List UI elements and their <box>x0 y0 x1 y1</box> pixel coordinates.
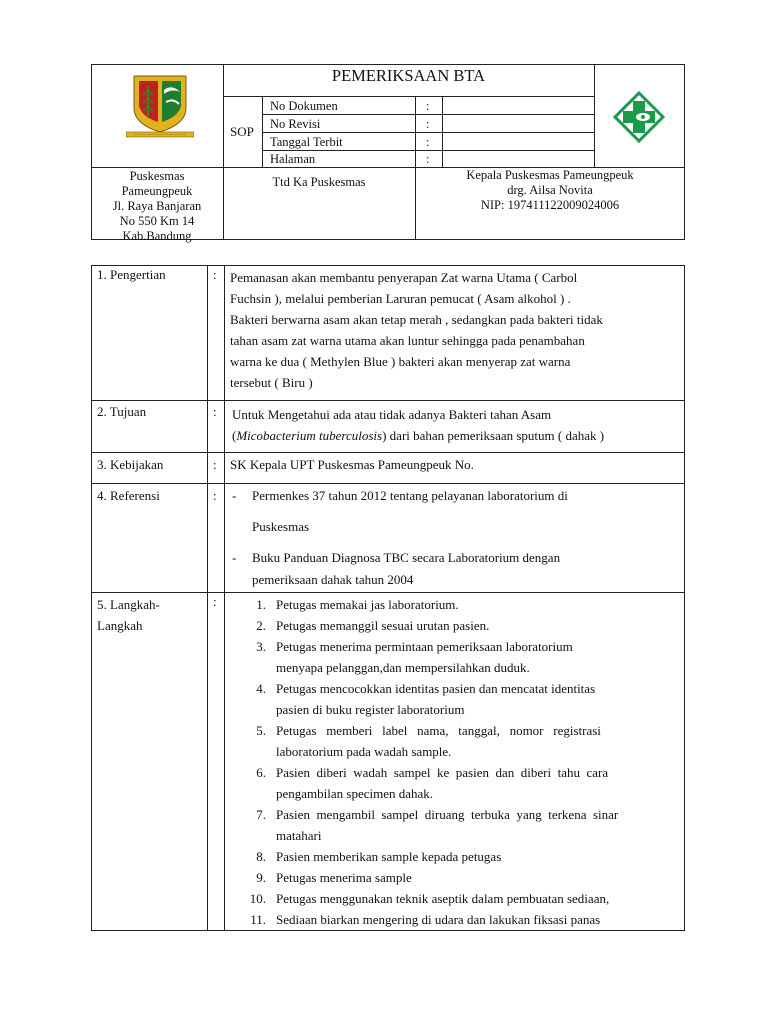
step-item <box>246 846 678 867</box>
step-number: 6. <box>256 765 266 780</box>
ref-line: Puskesmas <box>252 519 310 534</box>
step-line: pengambilan specimen dahak. <box>276 786 434 801</box>
step-item <box>246 615 678 636</box>
kebijakan-text: SK Kepala UPT Puskesmas Pameungpeuk No. <box>230 457 474 472</box>
pengertian-text <box>230 267 603 393</box>
text-line: Fuchsin ), melalui pemberian Laruran pemucat ( Asam alkohol ) . <box>230 291 571 306</box>
row-divider <box>91 483 685 484</box>
head-nip: NIP: 197411122009024006 <box>480 198 620 212</box>
step-number: 1. <box>256 597 266 612</box>
step-number: 4. <box>256 681 266 696</box>
meta-colon: : <box>426 99 430 113</box>
step-item <box>246 720 678 762</box>
ref-dash: - <box>232 550 237 565</box>
step-line: Pasien memberikan sample kepada petugas <box>276 849 502 864</box>
step-line: Pasien diberi wadah sampel ke pasien dan diberi tahu cara <box>276 765 609 780</box>
label-line: Langkah <box>97 618 143 633</box>
label-kebijakan: 3. Kebijakan <box>97 457 164 472</box>
address-block <box>91 169 223 244</box>
meta-label-no-dokumen: No Dokumen <box>270 99 338 113</box>
step-number: 3. <box>256 639 266 654</box>
text-line: tersebut ( Biru ) <box>230 375 313 390</box>
ref-line: Permenkes 37 tahun 2012 tentang pelayanan laboratorium di <box>252 488 568 503</box>
header-divider <box>223 64 224 240</box>
document-title: PEMERIKSAAN BTA <box>331 66 486 85</box>
meta-label-tanggal-terbit: Tanggal Terbit <box>270 135 343 149</box>
step-line: Petugas memanggil sesuai urutan pasien. <box>276 618 490 633</box>
label-line: 5. Langkah- <box>97 597 160 612</box>
step-item <box>246 804 678 846</box>
ref-line: Buku Panduan Diagnosa TBC secara Laboratorium dengan <box>252 550 561 565</box>
step-line: laboratorium pada wadah sample. <box>276 744 452 759</box>
step-line: Petugas menerima sample <box>276 870 412 885</box>
text-line: Pemanasan akan membantu penyerapan Zat warna Utama ( Carbol <box>230 270 578 285</box>
kabupaten-logo <box>126 72 194 138</box>
text-line: Bakteri berwarna asam akan tetap merah , sedangkan pada bakteri tidak <box>230 312 603 327</box>
meta-colon: : <box>426 152 430 166</box>
head-block <box>415 168 685 213</box>
label-pengertian: 1. Pengertian <box>97 267 166 282</box>
step-number: 5. <box>256 723 266 738</box>
row-divider <box>91 400 685 401</box>
step-number: 10. <box>249 891 266 906</box>
step-line: Petugas memberi label nama, tanggal, nomor registrasi <box>276 723 601 738</box>
row-divider <box>91 452 685 453</box>
text-line: Untuk Mengetahui ada atau tidak adanya Bakteri tahan Asam <box>232 407 552 422</box>
row-divider <box>91 592 685 593</box>
step-line: Petugas menerima permintaan pemeriksaan laboratorium <box>276 639 573 654</box>
step-line: Petugas mencocokkan identitas pasien dan mencatat identitas <box>276 681 596 696</box>
step-item <box>246 678 678 720</box>
meta-colon: : <box>426 117 430 131</box>
meta-label-halaman: Halaman <box>270 152 316 166</box>
text-rest: ) dari bahan pemeriksaan sputum ( dahak ) <box>382 428 605 443</box>
label-langkah <box>97 594 160 636</box>
step-number: 2. <box>256 618 266 633</box>
colon: : <box>213 457 217 472</box>
step-line: Petugas memakai jas laboratorium. <box>276 597 459 612</box>
ref-line: pemeriksaan dahak tahun 2004 <box>252 572 414 587</box>
body-divider <box>207 265 208 931</box>
header-divider <box>223 96 594 97</box>
step-line: Sediaan biarkan mengering di udara dan lakukan fiksasi panas <box>276 912 601 927</box>
label-referensi: 4. Referensi <box>97 488 160 503</box>
step-item <box>246 909 678 930</box>
colon: : <box>213 267 217 282</box>
meta-divider <box>262 114 594 115</box>
step-line: Pasien mengambil sampel diruang terbuka yang terkena sinar <box>276 807 619 822</box>
head-title: Kepala Puskesmas Pameungpeuk <box>466 168 634 182</box>
text-line <box>232 425 604 446</box>
tujuan-text <box>232 404 604 446</box>
meta-divider <box>262 132 594 133</box>
step-number: 11. <box>250 912 266 927</box>
address-line: Jl. Raya Banjaran <box>112 199 202 213</box>
colon: : <box>213 404 217 419</box>
body-divider <box>224 265 225 931</box>
organism-name: Micobacterium tuberculosis <box>236 428 383 443</box>
signature-label: Ttd Ka Puskesmas <box>272 175 366 189</box>
step-item <box>246 636 678 678</box>
text-line: tahan asam zat warna utama akan luntur sehingga pada penambahan <box>230 333 585 348</box>
step-item <box>246 888 678 909</box>
step-number: 8. <box>256 849 266 864</box>
sop-label: SOP <box>230 124 254 139</box>
meta-colon: : <box>426 135 430 149</box>
step-line: matahari <box>276 828 322 843</box>
step-line: pasien di buku register laboratorium <box>276 702 465 717</box>
address-line: Puskesmas <box>129 169 185 183</box>
step-number: 9. <box>256 870 266 885</box>
step-item <box>246 594 678 615</box>
header-divider <box>594 64 595 168</box>
colon: : <box>213 594 217 609</box>
address-line: No 550 Km 14 <box>119 214 195 228</box>
text-line: warna ke dua ( Methylen Blue ) bakteri akan menyerap zat warna <box>230 354 571 369</box>
colon: : <box>213 488 217 503</box>
step-line: menyapa pelanggan,dan mempersilahkan duduk. <box>276 660 530 675</box>
ref-dash: - <box>232 488 237 503</box>
paren: ( <box>232 428 237 443</box>
label-tujuan: 2. Tujuan <box>97 404 147 419</box>
step-item <box>246 762 678 804</box>
puskesmas-logo <box>613 91 665 143</box>
step-number: 7. <box>256 807 266 822</box>
address-line: Pameungpeuk <box>121 184 193 198</box>
head-name: drg. Ailsa Novita <box>507 183 593 197</box>
meta-label-no-revisi: No Revisi <box>270 117 321 131</box>
step-item <box>246 867 678 888</box>
address-line: Kab.Bandung <box>122 229 192 243</box>
step-line: Petugas menggunakan teknik aseptik dalam pembuatan sediaan, <box>276 891 610 906</box>
